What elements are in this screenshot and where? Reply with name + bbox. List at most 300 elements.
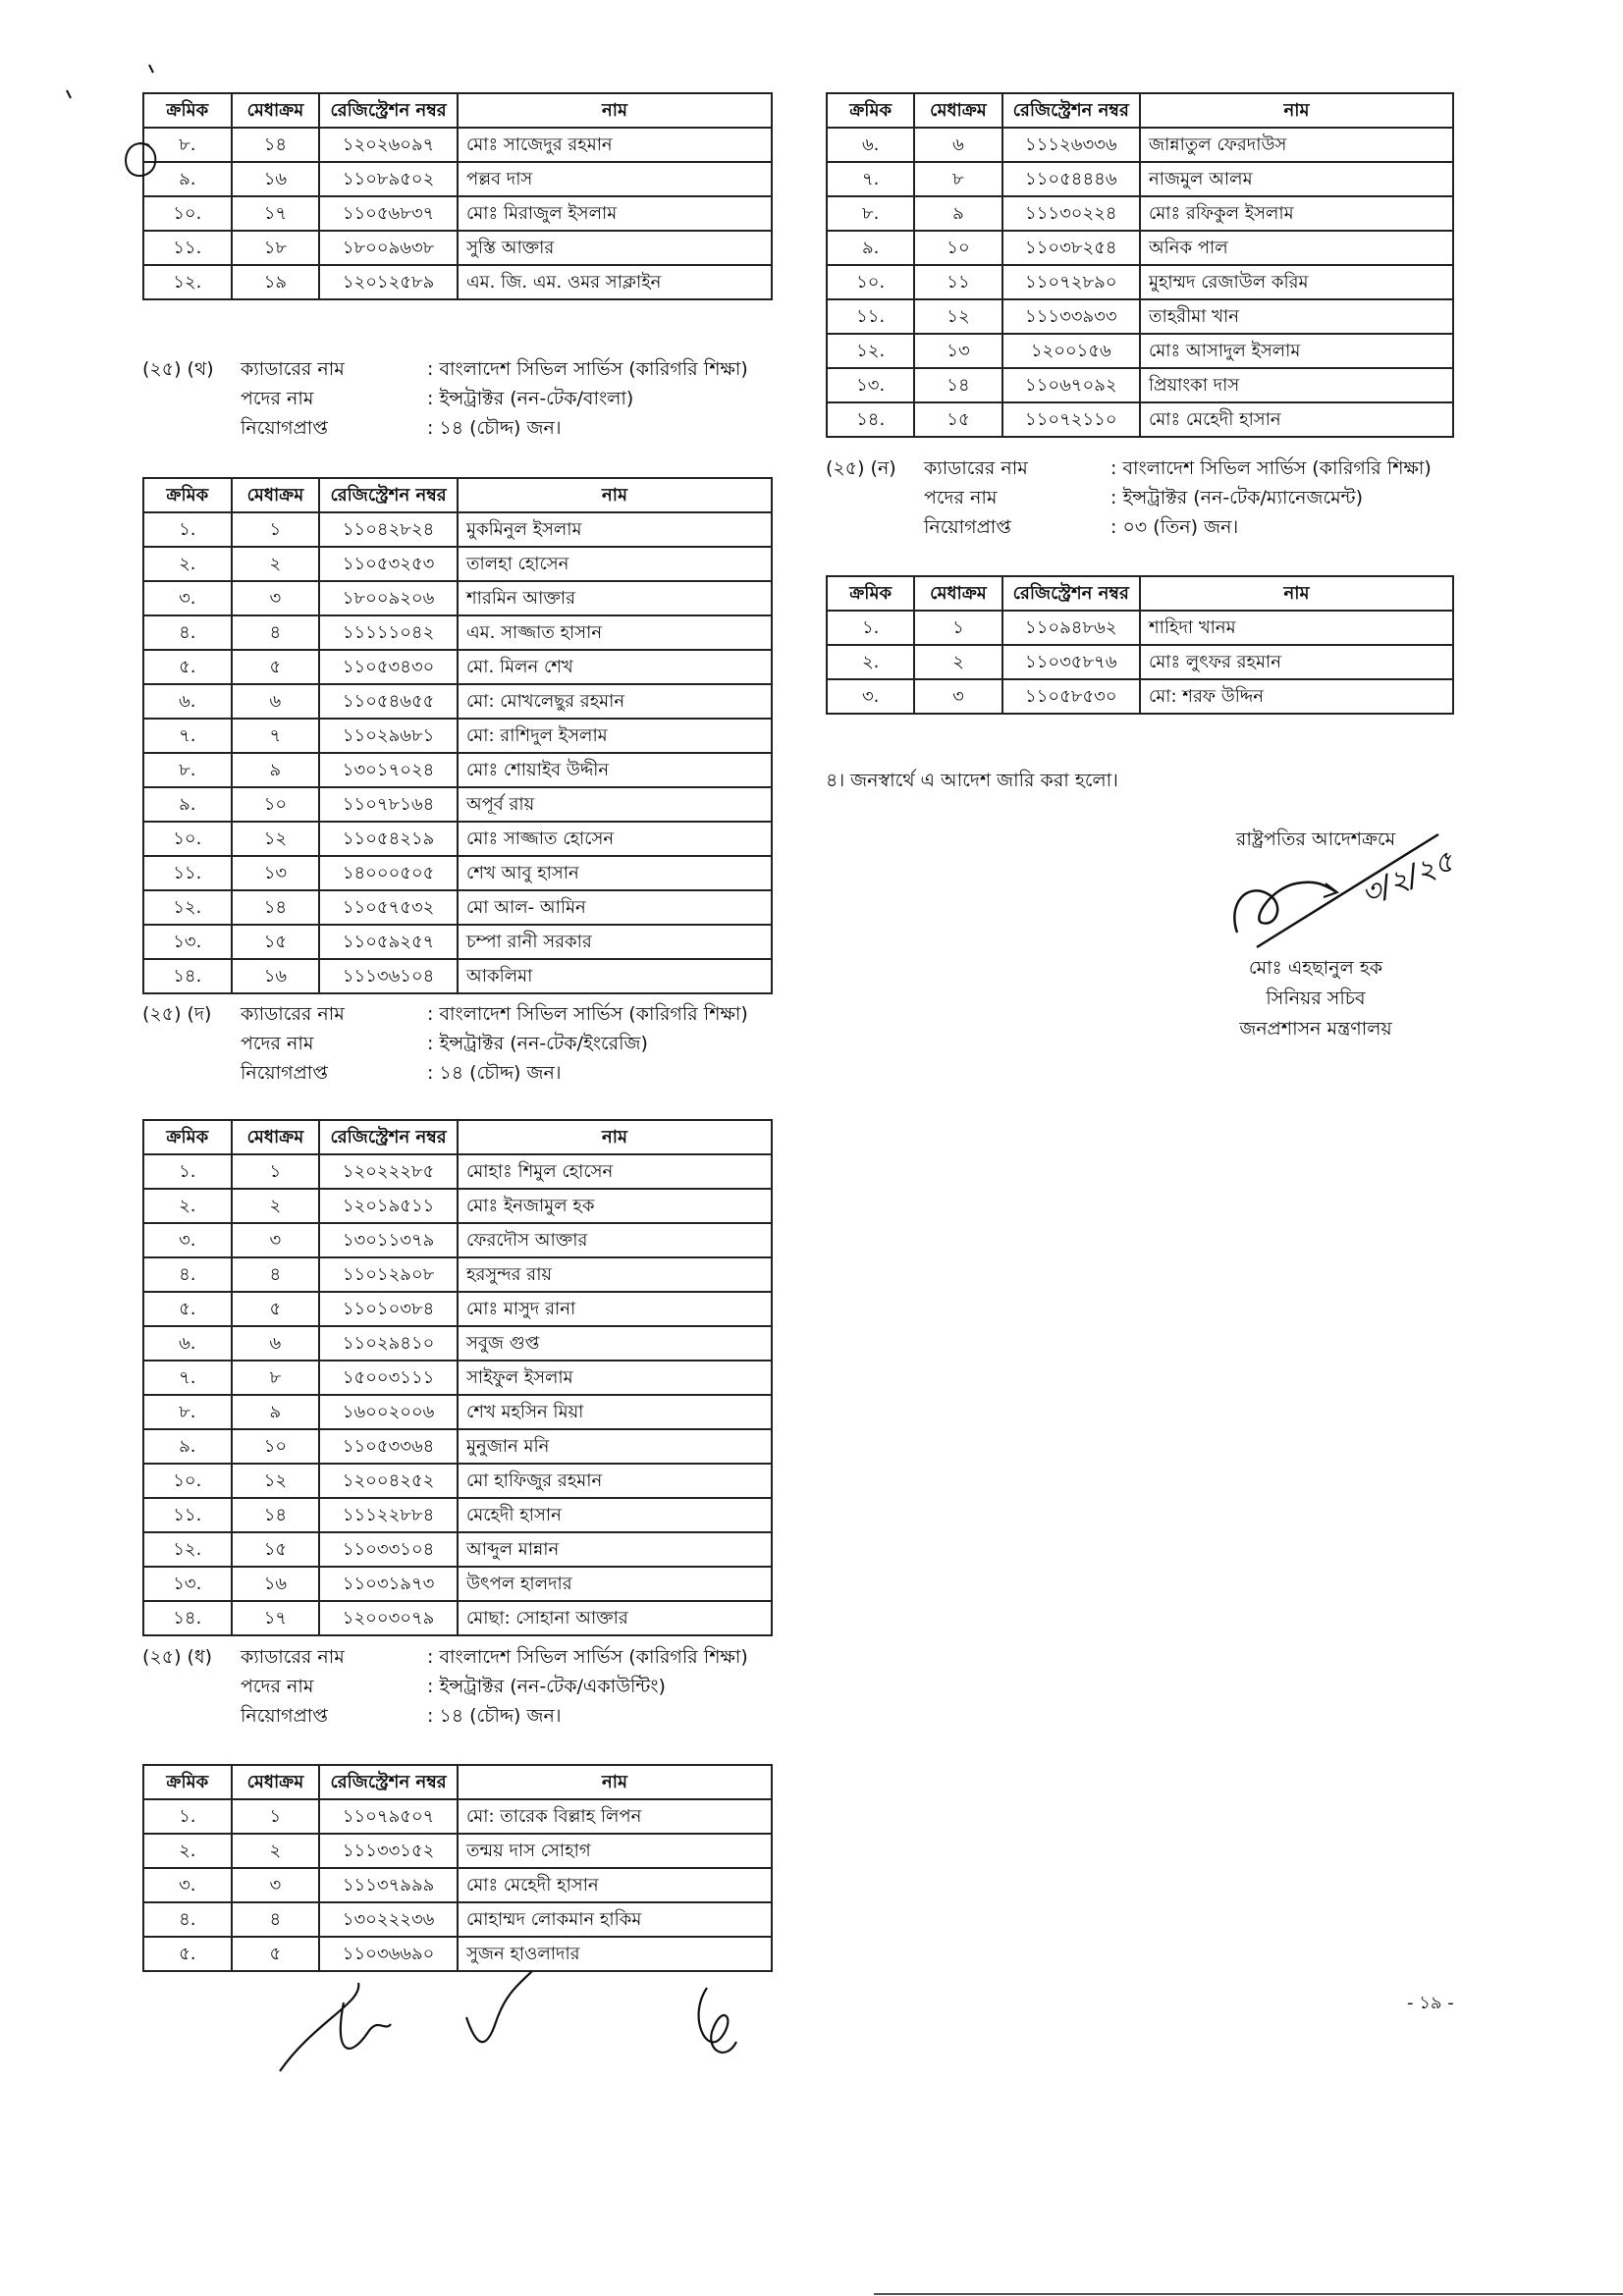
candidate-name-cell: মোঃ ইনজামুল হক xyxy=(458,1189,772,1223)
serial-cell: ৬. xyxy=(143,1326,232,1361)
table-row xyxy=(143,1429,772,1464)
table-row xyxy=(143,719,772,753)
merit-rank-cell: ১৩ xyxy=(232,856,320,890)
candidate-name-cell: আব্দুল মান্নান xyxy=(458,1532,772,1567)
serial-cell: ১. xyxy=(827,611,914,645)
merit-rank-cell: ৮ xyxy=(914,162,1001,196)
candidate-name-cell: শেখ আবু হাসান xyxy=(458,856,772,890)
serial-cell: ১৩. xyxy=(143,1567,232,1601)
candidate-name-cell: অনিক পাল xyxy=(1140,231,1453,265)
table-row xyxy=(143,684,772,719)
serial-cell: ১০. xyxy=(827,265,914,299)
merit-rank-cell: ১২ xyxy=(232,822,320,856)
table-row xyxy=(827,299,1453,334)
column-header: রেজিস্ট্রেশন নম্বর xyxy=(1002,93,1140,128)
registration-number-cell: ১১০৫৪২১৯ xyxy=(319,822,458,856)
candidate-name-cell: পল্লব দাস xyxy=(458,162,772,196)
ministry-name: জনপ্রশাসন মন্ত্রণালয় xyxy=(1239,1018,1392,1040)
post-label: পদের নাম xyxy=(924,487,998,508)
serial-cell: ৯. xyxy=(143,787,232,822)
serial-cell: ১. xyxy=(143,1154,232,1189)
table-management-instructors xyxy=(826,575,1454,715)
candidate-name-cell: প্রিয়াংকা দাস xyxy=(1140,368,1453,402)
merit-rank-cell: ৫ xyxy=(232,1937,320,1971)
registration-number-cell: ১৬০০২০০৬ xyxy=(319,1395,458,1429)
merit-rank-cell: ১৫ xyxy=(232,925,320,959)
table-row xyxy=(827,128,1453,162)
merit-rank-cell: ১২ xyxy=(914,299,1001,334)
section-code: (২৫) (ধ) xyxy=(142,1646,213,1668)
table-row xyxy=(827,231,1453,265)
registration-number-cell: ১১০৫৮৫৩০ xyxy=(1002,679,1140,714)
registration-number-cell: ১৮০০৯২০৬ xyxy=(319,581,458,615)
table-accounting-instructors xyxy=(142,1764,773,1972)
merit-rank-cell: ৫ xyxy=(232,1292,320,1326)
column-header: নাম xyxy=(458,478,772,512)
cadre-label: ক্যাডারের নাম xyxy=(241,1646,345,1668)
merit-rank-cell: ১৪ xyxy=(232,890,320,925)
serial-cell: ২. xyxy=(143,1189,232,1223)
serial-cell: ৭. xyxy=(143,719,232,753)
merit-rank-cell: ১১ xyxy=(914,265,1001,299)
section-header-kha xyxy=(142,354,748,443)
column-header: রেজিস্ট্রেশন নম্বর xyxy=(319,1765,458,1799)
signatory-name: মোঃ এহছানুল হক xyxy=(1248,957,1383,979)
merit-rank-cell: ৯ xyxy=(914,196,1001,231)
registration-number-cell: ১২০০৩০৭৯ xyxy=(319,1601,458,1635)
table-row xyxy=(143,1326,772,1361)
column-header: ক্রমিক xyxy=(143,93,232,128)
table-row xyxy=(143,1834,772,1868)
table-row xyxy=(143,1257,772,1292)
post-value: : ইন্সট্রাক্টর (নন-টেক/একাউন্টিং) xyxy=(427,1676,666,1697)
candidate-name-cell: মোহাম্মদ লোকমান হাকিম xyxy=(458,1902,772,1937)
column-header: ক্রমিক xyxy=(143,478,232,512)
registration-number-cell: ১৮০০৯৬৩৮ xyxy=(319,231,458,265)
merit-rank-cell: ৪ xyxy=(232,1902,320,1937)
registration-number-cell: ১১০৪২৮২৪ xyxy=(319,512,458,547)
table-header-row xyxy=(827,93,1453,128)
appointed-value: : ১৪ (চৌদ্দ) জন। xyxy=(427,1705,562,1727)
serial-cell: ১২. xyxy=(143,1532,232,1567)
column-header: মেধাক্রম xyxy=(232,1120,320,1154)
registration-number-cell: ১৩০২২২৩৬ xyxy=(319,1902,458,1937)
column-header: মেধাক্রম xyxy=(914,576,1001,611)
table-row xyxy=(143,1532,772,1567)
serial-cell: ৭. xyxy=(827,162,914,196)
column-header: রেজিস্ট্রেশন নম্বর xyxy=(319,478,458,512)
table-row xyxy=(143,1601,772,1635)
registration-number-cell: ১১১২২৮৮৪ xyxy=(319,1498,458,1532)
registration-number-cell: ১১০৮৯৫০২ xyxy=(319,162,458,196)
candidate-name-cell: মুহাম্মদ রেজাউল করিম xyxy=(1140,265,1453,299)
candidate-name-cell: মোঃ মেহেদী হাসান xyxy=(1140,402,1453,437)
serial-cell: ৬. xyxy=(827,128,914,162)
cadre-label: ক্যাডারের নাম xyxy=(241,358,345,380)
section-code: (২৫) (দ) xyxy=(142,1003,212,1025)
column-header: রেজিস্ট্রেশন নম্বর xyxy=(319,1120,458,1154)
merit-rank-cell: ৬ xyxy=(914,128,1001,162)
serial-cell: ৮. xyxy=(143,1395,232,1429)
merit-rank-cell: ৫ xyxy=(232,650,320,684)
table-row xyxy=(827,679,1453,714)
serial-cell: ১২. xyxy=(143,265,232,299)
handwritten-date: ৩/২/২৫ xyxy=(1356,843,1459,913)
table-row xyxy=(143,959,772,993)
cadre-value: : বাংলাদেশ সিভিল সার্ভিস (কারিগরি শিক্ষা) xyxy=(427,358,748,380)
margin-tick-marks xyxy=(59,59,167,108)
bottom-border-line xyxy=(874,2293,1623,2295)
registration-number-cell: ১১০৫৪৪৪৬ xyxy=(1002,162,1140,196)
table-row xyxy=(143,1223,772,1257)
candidate-name-cell: এম. সাজ্জাত হাসান xyxy=(458,615,772,650)
registration-number-cell: ১১০৫৩২৫৩ xyxy=(319,547,458,581)
candidate-name-cell: মোঃ মাসুদ রানা xyxy=(458,1292,772,1326)
table-row xyxy=(143,231,772,265)
table-row xyxy=(827,265,1453,299)
merit-rank-cell: ১৩ xyxy=(914,334,1001,368)
candidate-name-cell: মোঃ সাজেদুর রহমান xyxy=(458,128,772,162)
candidate-name-cell: নাজমুল আলম xyxy=(1140,162,1453,196)
table-continued-left xyxy=(142,92,773,300)
table-header-row xyxy=(143,478,772,512)
serial-cell: ১১. xyxy=(143,231,232,265)
table-row xyxy=(143,856,772,890)
registration-number-cell: ১১০৬৭০৯২ xyxy=(1002,368,1140,402)
registration-number-cell: ১১০৫৩৪৩০ xyxy=(319,650,458,684)
candidate-name-cell: চম্পা রানী সরকার xyxy=(458,925,772,959)
signatory-title: সিনিয়র সচিব xyxy=(1266,988,1366,1009)
merit-rank-cell: ১২ xyxy=(232,1464,320,1498)
candidate-name-cell: মোছা: সোহানা আক্তার xyxy=(458,1601,772,1635)
table-row xyxy=(143,581,772,615)
appointed-value: : ১৪ (চৌদ্দ) জন। xyxy=(427,1062,562,1084)
registration-number-cell: ১১০৩৩১০৪ xyxy=(319,1532,458,1567)
post-value: : ইন্সট্রাক্টর (নন-টেক/ইংরেজি) xyxy=(427,1033,648,1054)
merit-rank-cell: ৪ xyxy=(232,1257,320,1292)
table-row xyxy=(143,512,772,547)
serial-cell: ১৪. xyxy=(143,1601,232,1635)
registration-number-cell: ১২০২৬০৯৭ xyxy=(319,128,458,162)
table-row xyxy=(143,1868,772,1902)
table-row xyxy=(143,547,772,581)
candidate-name-cell: সুজন হাওলাদার xyxy=(458,1937,772,1971)
registration-number-cell: ১১০৭২১১০ xyxy=(1002,402,1140,437)
section-header-da xyxy=(142,999,748,1088)
serial-cell: ১১. xyxy=(143,856,232,890)
table-row xyxy=(827,402,1453,437)
serial-cell: ৩. xyxy=(143,1223,232,1257)
merit-rank-cell: ১৭ xyxy=(232,1601,320,1635)
table-english-instructors xyxy=(142,1119,773,1636)
candidate-name-cell: অপূর্ব রায় xyxy=(458,787,772,822)
table-row xyxy=(827,162,1453,196)
merit-rank-cell: ১৪ xyxy=(232,1498,320,1532)
cadre-value: : বাংলাদেশ সিভিল সার্ভিস (কারিগরি শিক্ষা) xyxy=(1110,457,1432,479)
serial-cell: ১০. xyxy=(143,196,232,231)
candidate-name-cell: মোঃ মেহেদী হাসান xyxy=(458,1868,772,1902)
merit-rank-cell: ১০ xyxy=(232,1429,320,1464)
merit-rank-cell: ৩ xyxy=(232,1223,320,1257)
candidate-name-cell: সবুজ গুপ্ত xyxy=(458,1326,772,1361)
registration-number-cell: ১২০০১৫৬ xyxy=(1002,334,1140,368)
merit-rank-cell: ১০ xyxy=(232,787,320,822)
merit-rank-cell: ১৪ xyxy=(914,368,1001,402)
post-value: : ইন্সট্রাক্টর (নন-টেক/বাংলা) xyxy=(427,388,634,409)
serial-cell: ৯. xyxy=(143,1429,232,1464)
serial-cell: ২. xyxy=(143,1834,232,1868)
candidate-name-cell: শেখ মহসিন মিয়া xyxy=(458,1395,772,1429)
serial-cell: ২. xyxy=(143,547,232,581)
serial-cell: ১০. xyxy=(143,822,232,856)
table-header-row xyxy=(143,1765,772,1799)
table-row xyxy=(143,1498,772,1532)
merit-rank-cell: ৩ xyxy=(914,679,1001,714)
serial-cell: ৪. xyxy=(143,1257,232,1292)
table-row xyxy=(143,1189,772,1223)
section-header-na xyxy=(826,454,1432,542)
column-header: রেজিস্ট্রেশন নম্বর xyxy=(319,93,458,128)
table-row xyxy=(143,615,772,650)
margin-circle-mark xyxy=(120,137,159,181)
merit-rank-cell: ১ xyxy=(232,1799,320,1834)
registration-number-cell: ১১১১১০৪২ xyxy=(319,615,458,650)
bottom-initials-signature xyxy=(275,1963,785,2091)
merit-rank-cell: ৮ xyxy=(232,1361,320,1395)
appointed-label: নিয়োগপ্রাপ্ত xyxy=(241,1062,328,1084)
registration-number-cell: ১১০৫৩৩৬৪ xyxy=(319,1429,458,1464)
merit-rank-cell: ৭ xyxy=(232,719,320,753)
merit-rank-cell: ৪ xyxy=(232,615,320,650)
serial-cell: ৫. xyxy=(143,650,232,684)
serial-cell: ২. xyxy=(827,645,914,679)
merit-rank-cell: ১৮ xyxy=(232,231,320,265)
serial-cell: ৪. xyxy=(143,615,232,650)
closing-statement: ৪। জনস্বার্থে এ আদেশ জারি করা হলো। xyxy=(826,770,1118,791)
table-row xyxy=(143,1567,772,1601)
table-row xyxy=(143,1799,772,1834)
table-row xyxy=(143,650,772,684)
serial-cell: ১২. xyxy=(143,890,232,925)
registration-number-cell: ১৫০০৩১১১ xyxy=(319,1361,458,1395)
serial-cell: ৮. xyxy=(143,128,232,162)
merit-rank-cell: ১৬ xyxy=(232,162,320,196)
registration-number-cell: ১১০৭৮১৬৪ xyxy=(319,787,458,822)
serial-cell: ৩. xyxy=(143,1868,232,1902)
table-row xyxy=(827,611,1453,645)
candidate-name-cell: উৎপল হালদার xyxy=(458,1567,772,1601)
registration-number-cell: ১১০১০৩৮৪ xyxy=(319,1292,458,1326)
appointed-label: নিয়োগপ্রাপ্ত xyxy=(241,417,328,439)
registration-number-cell: ১১০৩১৯৭৩ xyxy=(319,1567,458,1601)
registration-number-cell: ১২০১২৫৮৯ xyxy=(319,265,458,299)
serial-cell: ১১. xyxy=(143,1498,232,1532)
registration-number-cell: ১২০১৯৫১১ xyxy=(319,1189,458,1223)
column-header: মেধাক্রম xyxy=(232,478,320,512)
appointed-value: : ১৪ (চৌদ্দ) জন। xyxy=(427,417,562,439)
merit-rank-cell: ২ xyxy=(914,645,1001,679)
merit-rank-cell: ১৬ xyxy=(232,1567,320,1601)
column-header: মেধাক্রম xyxy=(232,93,320,128)
table-header-row xyxy=(143,93,772,128)
serial-cell: ৭. xyxy=(143,1361,232,1395)
column-header: রেজিস্ট্রেশন নম্বর xyxy=(1002,576,1140,611)
table-row xyxy=(827,334,1453,368)
appointed-label: নিয়োগপ্রাপ্ত xyxy=(241,1705,328,1727)
table-row xyxy=(143,1464,772,1498)
registration-number-cell: ১১১৩৭৯৯৯ xyxy=(319,1868,458,1902)
post-label: পদের নাম xyxy=(241,388,314,409)
serial-cell: ১১. xyxy=(827,299,914,334)
candidate-name-cell: তাহরীমা খান xyxy=(1140,299,1453,334)
merit-rank-cell: ১ xyxy=(232,512,320,547)
column-header: মেধাক্রম xyxy=(232,1765,320,1799)
registration-number-cell: ১৩০১১৩৭৯ xyxy=(319,1223,458,1257)
serial-cell: ১. xyxy=(143,512,232,547)
merit-rank-cell: ১৯ xyxy=(232,265,320,299)
merit-rank-cell: ২ xyxy=(232,1189,320,1223)
merit-rank-cell: ১ xyxy=(232,1154,320,1189)
candidate-name-cell: শারমিন আক্তার xyxy=(458,581,772,615)
merit-rank-cell: ২ xyxy=(232,1834,320,1868)
table-row xyxy=(143,925,772,959)
registration-number-cell: ১১১৩৩৯৩৩ xyxy=(1002,299,1140,334)
candidate-name-cell: ফেরদৌস আক্তার xyxy=(458,1223,772,1257)
column-header: ক্রমিক xyxy=(143,1765,232,1799)
merit-rank-cell: ১৫ xyxy=(914,402,1001,437)
column-header: নাম xyxy=(1140,576,1453,611)
table-row xyxy=(143,890,772,925)
registration-number-cell: ১২০০৪২৫২ xyxy=(319,1464,458,1498)
table-header-row xyxy=(143,1120,772,1154)
candidate-name-cell: মো: শরফ উদ্দিন xyxy=(1140,679,1453,714)
table-row xyxy=(827,645,1453,679)
post-label: পদের নাম xyxy=(241,1676,314,1697)
registration-number-cell: ১১০২৯৬৮১ xyxy=(319,719,458,753)
candidate-name-cell: মো: মোখলেছুর রহমান xyxy=(458,684,772,719)
serial-cell: ৮. xyxy=(827,196,914,231)
merit-rank-cell: ৬ xyxy=(232,684,320,719)
table-row xyxy=(143,1154,772,1189)
appointed-value: : ০৩ (তিন) জন। xyxy=(1110,516,1239,538)
registration-number-cell: ১১০৩৬৬৯০ xyxy=(319,1937,458,1971)
merit-rank-cell: ১৭ xyxy=(232,196,320,231)
registration-number-cell: ১১০২৯৪১০ xyxy=(319,1326,458,1361)
column-header: নাম xyxy=(458,1765,772,1799)
registration-number-cell: ১১১৩৩১৫২ xyxy=(319,1834,458,1868)
serial-cell: ১০. xyxy=(143,1464,232,1498)
candidate-name-cell: মোঃ রফিকুল ইসলাম xyxy=(1140,196,1453,231)
table-row xyxy=(143,128,772,162)
by-order-of-president: রাষ্ট্রপতির আদেশক্রমে xyxy=(1235,828,1396,850)
serial-cell: ৬. xyxy=(143,684,232,719)
registration-number-cell: ১১১২৬৩৩৬ xyxy=(1002,128,1140,162)
serial-cell: ৪. xyxy=(143,1902,232,1937)
candidate-name-cell: মোঃ সাজ্জাত হোসেন xyxy=(458,822,772,856)
serial-cell: ১৪. xyxy=(143,959,232,993)
serial-cell: ৯. xyxy=(827,231,914,265)
candidate-name-cell: মুনুজান মনি xyxy=(458,1429,772,1464)
table-row xyxy=(143,787,772,822)
registration-number-cell: ১৪০০০৫০৫ xyxy=(319,856,458,890)
candidate-name-cell: মো: তারেক বিল্লাহ লিপন xyxy=(458,1799,772,1834)
section-header-dha xyxy=(142,1642,748,1731)
candidate-name-cell: সাইফুল ইসলাম xyxy=(458,1361,772,1395)
merit-rank-cell: ৬ xyxy=(232,1326,320,1361)
merit-rank-cell: ১৫ xyxy=(232,1532,320,1567)
merit-rank-cell: ১০ xyxy=(914,231,1001,265)
column-header: ক্রমিক xyxy=(827,576,914,611)
post-value: : ইন্সট্রাক্টর (নন-টেক/ম্যানেজমেন্ট) xyxy=(1110,487,1364,508)
merit-rank-cell: ২ xyxy=(232,547,320,581)
registration-number-cell: ১১০৭২৮৯০ xyxy=(1002,265,1140,299)
merit-rank-cell: ১৬ xyxy=(232,959,320,993)
candidate-name-cell: জান্নাতুল ফেরদাউস xyxy=(1140,128,1453,162)
cadre-value: : বাংলাদেশ সিভিল সার্ভিস (কারিগরি শিক্ষা) xyxy=(427,1646,748,1668)
serial-cell: ১৩. xyxy=(143,925,232,959)
table-row xyxy=(143,1395,772,1429)
cadre-value: : বাংলাদেশ সিভিল সার্ভিস (কারিগরি শিক্ষা) xyxy=(427,1003,748,1025)
table-header-row xyxy=(827,576,1453,611)
column-header: ক্রমিক xyxy=(143,1120,232,1154)
table-row xyxy=(143,1292,772,1326)
merit-rank-cell: ১৪ xyxy=(232,128,320,162)
serial-cell: ৯. xyxy=(143,162,232,196)
candidate-name-cell: মো হাফিজুর রহমান xyxy=(458,1464,772,1498)
table-bangla-instructors xyxy=(142,477,773,994)
table-row xyxy=(143,822,772,856)
candidate-name-cell: তন্ময় দাস সোহাগ xyxy=(458,1834,772,1868)
candidate-name-cell: হরসুন্দর রায় xyxy=(458,1257,772,1292)
table-continued-right xyxy=(826,92,1454,438)
candidate-name-cell: মোঃ মিরাজুল ইসলাম xyxy=(458,196,772,231)
serial-cell: ১৪. xyxy=(827,402,914,437)
candidate-name-cell: মো. মিলন শেখ xyxy=(458,650,772,684)
serial-cell: ১৩. xyxy=(827,368,914,402)
registration-number-cell: ১১০৭৯৫০৭ xyxy=(319,1799,458,1834)
column-header: নাম xyxy=(458,93,772,128)
registration-number-cell: ১১১৩৬১০৪ xyxy=(319,959,458,993)
registration-number-cell: ১১০৫৬৮৩৭ xyxy=(319,196,458,231)
table-row xyxy=(827,368,1453,402)
candidate-name-cell: মোঃ শোয়াইব উদ্দীন xyxy=(458,753,772,787)
candidate-name-cell: শাহিদা খানম xyxy=(1140,611,1453,645)
registration-number-cell: ১১০৫৭৫৩২ xyxy=(319,890,458,925)
table-row xyxy=(143,753,772,787)
table-row xyxy=(143,196,772,231)
table-row xyxy=(143,265,772,299)
section-code: (২৫) (ন) xyxy=(826,457,896,479)
column-header: নাম xyxy=(1140,93,1453,128)
registration-number-cell: ১১০৩৫৮৭৬ xyxy=(1002,645,1140,679)
cadre-label: ক্যাডারের নাম xyxy=(241,1003,345,1025)
candidate-name-cell: মোঃ আসাদুল ইসলাম xyxy=(1140,334,1453,368)
candidate-name-cell: মুকমিনুল ইসলাম xyxy=(458,512,772,547)
column-header: ক্রমিক xyxy=(827,93,914,128)
section-code: (২৫) (থ) xyxy=(142,358,214,380)
merit-rank-cell: ৯ xyxy=(232,753,320,787)
serial-cell: ১২. xyxy=(827,334,914,368)
merit-rank-cell: ১ xyxy=(914,611,1001,645)
merit-rank-cell: ৯ xyxy=(232,1395,320,1429)
candidate-name-cell: মোহাঃ শিমুল হোসেন xyxy=(458,1154,772,1189)
candidate-name-cell: মো: রাশিদুল ইসলাম xyxy=(458,719,772,753)
registration-number-cell: ১১০৯৪৮৬২ xyxy=(1002,611,1140,645)
registration-number-cell: ১১০১২৯০৮ xyxy=(319,1257,458,1292)
table-row xyxy=(143,1361,772,1395)
table-row xyxy=(143,1902,772,1937)
registration-number-cell: ১১০৩৮২৫৪ xyxy=(1002,231,1140,265)
